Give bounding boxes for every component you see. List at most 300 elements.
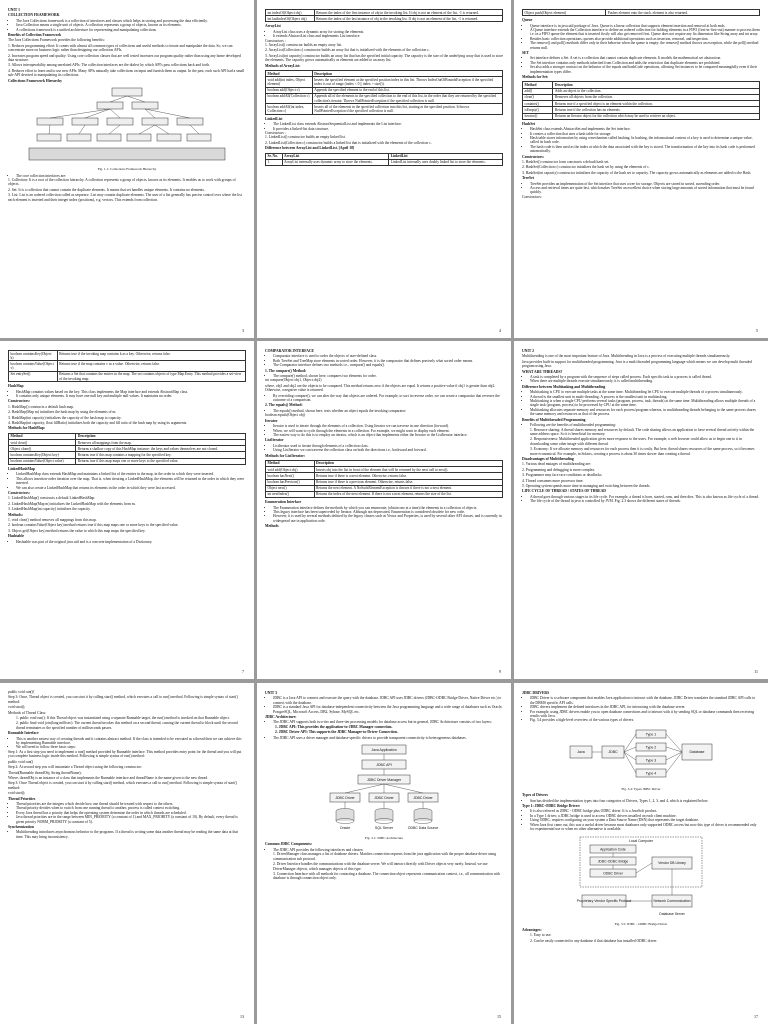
figure-caption: Fig. 3.5: JDBC - ODBC Bridge Driver — [614, 921, 668, 926]
subheading: Synchronization — [8, 824, 34, 829]
list-item: 3. Connection Interface with all methods for contacting a database. The connection object represents communication context, i.e., all communication with database is through connection object only. — [273, 871, 501, 881]
unit-heading: UNIT 1 — [8, 8, 20, 12]
subheading: Difference between ArrayList and LinkedList. [April 18] — [265, 146, 355, 151]
arraylist-methods-table — [265, 70, 503, 115]
table-cell: Inserts all of the elements in the specified collection into this list, starting at the specified position. It throws NullPointerException if the specified collection is null. — [312, 104, 502, 114]
list-item: • ListIterator used to iterate through elements of a collection class. — [273, 444, 503, 448]
list-item: 2. public final void join(long millisec): The current thread invokes this method on a second thread, causing the current thread to block until the second thread terminates or the specified number of milliseconds passes. — [16, 721, 238, 730]
list-item: • Fig. 3.4 provides a high-level overview of the various types of drivers. — [530, 718, 760, 722]
diagram-label: JDBC Driver Manager — [366, 778, 402, 783]
table-cell: add() — [523, 88, 553, 94]
list-item: • Java Collection means a single unit of objects. A collection represents a group of objects, known as its elements. — [16, 23, 246, 27]
diagram-label: JDBC Driver — [374, 796, 394, 801]
subheading: Advantages: — [522, 927, 542, 932]
bullet-list — [530, 799, 760, 803]
subheading: Methods: — [8, 512, 23, 517]
diagram-label: Database — [689, 749, 705, 754]
list-item: • Comparator interface is used to order the objects of user-defined class. — [273, 354, 503, 358]
diagram-label: Proprietary Vendor Specific Protocol — [576, 898, 632, 903]
table-row — [266, 93, 503, 103]
list-item: • Multitasking allocates separate memory and resources for each process/program whereas, in multithreading threads belonging to the same process shares the same memory and resources as that of the process. — [530, 408, 760, 417]
bullet-list — [16, 802, 246, 824]
page-number: 5 — [756, 327, 758, 333]
page-number: 17 — [754, 1013, 758, 1019]
page-9 — [257, 341, 511, 679]
bullet-list — [16, 737, 246, 750]
list-item: public void run(){ — [8, 690, 35, 694]
figure-caption: Fig. 3.1: JDBC Architecture — [364, 836, 404, 841]
list-item: 3. HashSet(int capacity) constructor initializes the capacity of the hash set to capacity. The capacity grows automatically as elements are added to the Hash. — [522, 170, 752, 175]
numbered-list — [8, 496, 246, 511]
page-15 — [257, 683, 511, 1024]
table-cell: int nextIndex() — [266, 491, 315, 497]
table-cell: boolean hasNext() — [266, 473, 315, 479]
bullet-list — [530, 24, 760, 50]
table-cell: 1. — [266, 159, 283, 165]
diagram-label: ODBC Data Source — [407, 826, 439, 831]
code-line: boolean equals(Object obj) — [265, 413, 305, 418]
figure-caption: Fig. 3.4: Types JDBC Driver — [621, 786, 661, 791]
list-item: • The Java Collections framework is a collection of interfaces and classes which helps in storing and processing the data efficiently. — [16, 19, 246, 23]
table-cell: Returns a Set that contains the entries in the map. The set contains objects of type Map.Entry. This method provides a set-view of the invoking map. — [57, 371, 245, 381]
column-header: Method — [266, 460, 315, 466]
numbered-list — [273, 852, 503, 880]
list-item: 3. Allows interoperability among unrelated APIs: The collection interfaces are the dialect by which API's pass collections back and forth. — [8, 63, 211, 68]
list-item: • Iterator is used to iterate through the elements of a collection. Using Iterator we can traverse in one direction (forward). — [273, 424, 503, 428]
bullet-list — [273, 30, 503, 39]
list-item: • Java thread priorities are in the range between MIN_PRIORITY (a constant of 1) and MAX_PRIORITY (a constant of 10). By default, every thread is given priority NORM_PRIORITY (a constant of 5). — [16, 815, 246, 824]
table-row — [523, 113, 760, 119]
subheading: TreeSet — [522, 176, 534, 181]
table-cell: boolean add(Object o) — [266, 87, 313, 93]
list-item: 3. LinkedHashMap(int capacity) initializes the capacity. — [8, 507, 91, 512]
table-cell: iterator() — [523, 113, 553, 119]
list-item: • Multithreading introduces asynchronous behavior to the programs. If a thread is writing some data another thread may be reading the same data at that time. This may bring inconsistency. — [16, 830, 246, 839]
list-item: 3. HashMap(int capacity) initializes the capacity of the hash map to capacity. — [8, 415, 122, 420]
list-item: Where, threadObj is an instance of a class that implements the Runnable interface and threadName is the name given to the new thread. — [8, 775, 209, 780]
table-cell: Pushes element onto the stack. element is also returned. — [606, 10, 760, 16]
list-item: 2. Can be easily connected to any database if that database has installed ODBC driver. — [530, 938, 658, 943]
list-item: 2. HashSet(Collection c) constructor initializes the hash set by using the elements of c. — [522, 165, 650, 170]
numbered-list — [530, 933, 760, 943]
table-cell: Returns the next element. A NoSuchElementException is thrown if there is not a next element. — [314, 485, 502, 491]
subheading: LinkedList — [265, 116, 283, 121]
diagram-label: Type 1 — [645, 732, 657, 737]
diagram-label: JDBC-ODBC Bridge — [597, 859, 629, 863]
list-item: • When there are multiple threads execute simultaneously, it is called multithreading. — [530, 379, 760, 383]
collections-hierarchy-diagram — [27, 86, 227, 164]
list-item: • Queue interface is in java.util package of Java. Queue is a linear collection that supports element insertion and removal at both ends. — [530, 24, 760, 28]
bullet-list — [530, 809, 760, 831]
table-cell: boolean containsValue(Object value) — [9, 458, 76, 464]
methods-table — [265, 9, 503, 22]
figure-caption: Fig. 1.1: Collections Framework Hierarchy — [97, 167, 157, 172]
page-7 — [0, 341, 254, 679]
bullet-list — [530, 182, 760, 195]
list-item: 3. Programmer may face race conditions or deadlocks. — [522, 473, 603, 478]
numbered-list — [522, 462, 760, 488]
page-13 — [0, 683, 254, 1024]
column-header: Description — [314, 460, 502, 466]
diagram-label: JDBC Driver — [413, 796, 433, 801]
subheading: Common JDBC Components: — [265, 842, 313, 847]
numbered-list — [275, 725, 503, 735]
list-item: 2. ArrayList(Collection c) constructor builds an array list that is initialized with the elements of the collection c. — [265, 48, 430, 53]
page-number: 15 — [497, 1013, 501, 1019]
bullet-list — [273, 696, 503, 714]
diagram-label: JDBC — [608, 749, 618, 754]
list-item: 1. Various dead mutages of multithreading are: — [522, 462, 592, 467]
list-item: • Access and retrieval times are quite fast, which makes TreeSet an excellent choice when storing large amounts of sorted information that must be found quickly. — [530, 186, 760, 195]
list-item: • In a Type 1 driver, a JDBC bridge is used to access ODBC drivers installed on each client machine. — [530, 814, 760, 818]
list-item: Step 3: Once Thread object is created, you can start it by calling start() method, which executes a call to run() method. Following is simple syntax of start() method: — [8, 781, 237, 790]
list-item: • Thread priorities are the integers which decide how one thread should be treated with respect to the others. — [16, 802, 246, 806]
bullet-list — [530, 375, 760, 384]
table-row — [266, 77, 503, 87]
table-cell: boolean addAll(int index, Collection c) — [266, 104, 313, 114]
column-header: Sr. No. — [266, 153, 283, 159]
page-5 — [514, 0, 768, 338]
list-item: • When, we will want to cycle through the elements in a collection. For example, we might want to display each element. — [273, 429, 503, 433]
list-item: • JDBC is a Java API to connect and execute the query with the database. JDBC API uses JDBC drivers (JDBC-ODBC Bridge Driver, Native Driver etc.) to connect with the database. — [273, 696, 503, 705]
table-row — [9, 361, 246, 371]
table-row — [9, 371, 246, 381]
subheading: Methods for ListIterator: — [265, 453, 306, 458]
subheading: JDBC Architecture: — [265, 715, 297, 720]
diagram-label: SQL Server — [374, 826, 394, 831]
unit-heading: UNIT 3 — [265, 691, 277, 695]
subheading: Types of Drivers — [522, 793, 548, 798]
subheading: LinkedHashMap — [8, 466, 35, 471]
list-item: 3. ArrayList(int capacity) constructor builds an array list that has the specified initial capacity. The capacity is the size of the underlying array that is used to store the elements. The capacity grows automatically as elements are added to an array list. — [265, 53, 503, 63]
table-cell: Object push(Object element) — [523, 10, 606, 16]
table-cell: Returns true if this map maps one or more keys to the specified value. — [76, 458, 246, 464]
list-item: • Every Java thread has a priority that helps the operating system determine the order in which threads are scheduled. — [16, 811, 246, 815]
list-item: 3. Economy: If we allocate memory and resources for each process then it is costly. But here, thread shares resources of the same process, so it becomes more economical. For example, in Solaris, creating a process is about 30 times slower than creating a thread. — [530, 447, 755, 456]
diagram-label: Database Server — [659, 911, 685, 916]
page-number: 9 — [499, 668, 501, 674]
table-cell: Appends the specified element to the end of this list. — [312, 87, 502, 93]
subheading: Benefits of Collection Framework — [8, 33, 62, 38]
list-item: • The LinkedList class extends AbstractSequentialList and implements the List interface. — [273, 122, 503, 126]
table-cell: Returns true if the collection has no elements. — [553, 107, 760, 113]
bullet-list — [16, 472, 246, 490]
list-item: Step 3: Once, Thread object is created, you can start it by calling start() method, which executes a call to run() method. Following is simple syntax of start() method: — [8, 695, 238, 704]
unit-heading: UNIT 2 — [522, 349, 534, 353]
section-title: COMPARATOR INTERFACE — [265, 349, 314, 353]
subheading: LIFE CYCLE OF THREAD / STATES OF THREAD — [522, 489, 606, 494]
bullet-list — [273, 506, 503, 524]
list-item: • Hash table stores information by using a mechanism called hashing. In hashing, the informational content of a key is used to determine a unique value, called its hash code. — [530, 136, 760, 145]
list-item: • For example, using JDBC drivers enable you to open database connections and to interact with it by sending SQL or database commands then receiving results with Java. — [530, 710, 760, 719]
table-cell: Returns true if there is a previous element. Otherwise, returns false. — [314, 479, 502, 485]
column-header: LinkedList — [389, 153, 503, 159]
list-item: • It contains only unique elements. It may have one null key and multiple null values. It maintains no order. — [16, 394, 246, 398]
list-item: 3. List: List is an ordered collection called as sequence. List may contain duplicate elements. The user of a list generally has precise control over where the list each element is inserted and their integer index (positions), e.g. vectors. This extends from collection. — [8, 193, 242, 202]
diagram-label: Type 3 — [645, 758, 657, 763]
diagram-label: Type 2 — [645, 745, 657, 750]
column-header: Method — [9, 433, 76, 439]
table-cell: Returns true if a specified object is an element within the collection. — [553, 101, 760, 107]
list-item: 2. Set: It is a collection that cannot contain the duplicate elements. It means that set handles unique elements. It contains no elements. — [8, 187, 205, 192]
subheading: ListIterator — [265, 438, 284, 443]
list-item: 1. ArrayList() constructor builds an empty array list. — [265, 43, 343, 48]
numbered-list — [522, 160, 760, 175]
subheading: Thread Priorities — [8, 796, 36, 801]
table-cell: Removes all objects from the collection. — [553, 94, 760, 100]
subheading: Methods of ArrayList: — [265, 63, 301, 68]
label: Constructors : — [265, 130, 286, 135]
subheading: Constructors: — [8, 399, 30, 404]
subheading: Queue — [522, 18, 533, 23]
bullet-list — [530, 56, 760, 74]
table-cell: void add(Object obj) — [266, 467, 315, 473]
list-item: 2. Programming and debugging is more complex. — [522, 467, 596, 472]
table-row — [9, 458, 246, 464]
subheading: Enumeration Interface — [265, 500, 302, 505]
list-item: public void run() — [8, 759, 33, 764]
list-item: • HashMap contains values based on the key. This class implements the Map interface and extends AbstractMap class. — [16, 390, 246, 394]
list-item: void start(); — [8, 705, 26, 710]
bullet-list — [273, 736, 503, 740]
numbered-list — [265, 43, 503, 63]
table-cell: Removes all mappings from the map. — [76, 440, 246, 446]
subheading: Constructors: — [522, 154, 544, 159]
bullet-list — [530, 390, 760, 416]
page-number: 7 — [242, 668, 244, 674]
table-cell: boolean containsValue(Object v) — [9, 361, 58, 371]
page-number: 11 — [754, 668, 758, 674]
table-cell: Adds an object to the collection. — [553, 88, 760, 94]
list-item: Step 2: At second step you will instantiate a Thread object using the following constructor: — [8, 765, 142, 770]
column-header: ArrayList — [282, 153, 389, 159]
subheading: HashSet — [522, 121, 536, 126]
difference-table — [265, 153, 503, 166]
table-row — [266, 16, 503, 22]
list-item: 1. Easy to use. — [530, 933, 552, 938]
list-item: • The easiest way to do this is to employ an iterator, which is an object that implements either the Iterator or the ListIterator interface. — [273, 433, 503, 437]
diagram-label: Java Application — [371, 748, 397, 753]
list-item: 1. Collection: It is a root of the collection hierarchy. A collection represents a group of objects, known as its elements. It enables us to work with groups of objects. — [8, 177, 236, 187]
subheading: Runnable Interface — [8, 731, 39, 736]
code-line: int compare(Object obj1, Object obj2) — [265, 378, 322, 383]
table-cell: Set entrySet() — [9, 371, 58, 381]
list-item: 4. HashMap(int capacity, float fillRatio) initializes both the capacity and fill ratio of the hash map by using its arguments. — [8, 421, 188, 426]
subheading: WHAT ARE THREADS? — [522, 369, 563, 374]
list-item: • The life cycle of the thread in java is controlled by JVM. Fig. 2.3 shows the different states of threads. — [530, 499, 760, 503]
table-cell: void clear() — [9, 440, 76, 446]
list-item: 1. LinkedHashMap() constructs a default LinkedHashMap. — [8, 496, 96, 501]
list-item: • The JDBC API supports both two-tier and three-tier processing models for database access but in general, JDBC Architecture consists of two layers: — [273, 720, 503, 724]
section-title: COLLECTION FRAMEWORK — [8, 13, 60, 18]
list-item: 2. LinkedList(Collection c) constructor builds a linked list that is initialized with the elements of the collection c. — [265, 140, 432, 145]
list-item: Step 1: As a first step you need to implement a run() method provided by Runnable interface. This method provides entry point for the thread and you will put you complete business logic inside this method. Following is simple syntax of run() method: — [8, 749, 242, 759]
list-item: • It provides a linked-list data structure. — [273, 127, 503, 131]
subheading: Type 1: JDBC-ODBC Bridge Driver: — [522, 804, 581, 809]
jdbc-driver-types-diagram — [566, 726, 716, 784]
table-cell: LinkedList internally uses doubly linked list to store the elements. — [389, 159, 503, 165]
table-cell: Returns an Iterator object for the collection which may be used to retrieve an object. — [553, 113, 760, 119]
table-cell: Returns true if the map contains v as a value. Otherwise, returns false. — [57, 361, 245, 371]
list-item: • Following are the benefits of multithreaded programming: — [530, 423, 760, 427]
diagram-label: Application Code — [600, 847, 626, 851]
bullet-list — [530, 127, 760, 153]
table-cell: Returns the index of the first instance of obj in the invoking list. If obj is not an element of the list, -1 is returned. — [314, 10, 502, 16]
bullet-list — [273, 394, 503, 403]
list-item: void start(); — [8, 791, 26, 796]
list-item: 1. public void run(): If this Thread object was instantiated using a separate Runnable target, the run() method is invoked on that Runnable object. — [16, 716, 230, 721]
numbered-list — [265, 135, 503, 145]
numbered-list — [8, 178, 246, 202]
list-item: • A Queue interface extends the Collection interface to define an ordered collection for holding elements in a FIFO (first-in-first-out) manner to process them i.e. in a FIFO queue the element that is inserted firstly will also get removed first. Queue does not require any fix dimension like String array and int array. — [530, 28, 760, 37]
list-item: • The core collection interfaces are: — [16, 174, 246, 178]
diagram-label: Oracle — [339, 826, 351, 831]
list-item: • The Comparator interface defines two methods i.e., compare() and equals(). — [273, 363, 503, 367]
table-cell: int indexOf(Object obj) — [266, 10, 315, 16]
column-header: Description — [312, 71, 502, 77]
table-cell: int lastIndexOf(Object obj) — [266, 16, 315, 22]
list-item: 2. Responsiveness: Multithreaded application gives more response to the users. For example, a web browser could allow us to begin one to it in downloading some other image with different thread. — [530, 437, 742, 446]
table-cell: Returns true if this map contains a mapping for the specified key. — [76, 452, 246, 458]
diagram-label: Local Computer — [629, 838, 653, 843]
list-item: • By overriding compare(), we can alter the way that objects are ordered. For example, to sort in reverse order, we can create a comparator that reverses the outcome of a comparison. — [273, 394, 503, 403]
text-block — [8, 690, 246, 715]
list-item: • LinkedHashMap class extends HashMap and maintains a linked list of the entries in the map, in the order in which they were inserted. — [16, 472, 246, 476]
set-methods-table — [522, 81, 760, 119]
list-item: 1. HashMap() constructs a default hash map. — [8, 404, 74, 409]
subheading: Disadvantages of Multithreading — [522, 456, 574, 461]
diagram-label: JDBC API — [376, 763, 392, 768]
list-item: • The JDBC API uses a driver manager and database-specific drivers to provide transparent connectivity to heterogeneous databases. — [273, 736, 503, 740]
list-item: • TreeSet provides an implementation of the Set interface that uses a tree for storage. Objects are stored in sorted, ascending order. — [530, 182, 760, 186]
list-item: 1. JDBC API: This provides the application-to-JDBC Manager connection. — [275, 724, 393, 729]
label: Constructors: — [522, 194, 542, 199]
numbered-list — [16, 716, 246, 730]
list-item: • This allows insertion-order iteration over the map. That is, when iterating a LinkedHashMap, the elements will be returned in the order in which they were inserted. — [16, 477, 246, 486]
list-item: • ArrayList class uses a dynamic array for storing the elements. — [273, 30, 503, 34]
map-methods-table — [8, 350, 246, 382]
page-number: 3 — [242, 327, 244, 333]
numbered-list — [530, 428, 760, 456]
list-item: 1. Reduces programming effort: It comes with almost all common types of collections and useful methods to iterate and manipulate the data. So, we can concentrate more on business logic rather than designing our collection APIs. — [8, 43, 233, 53]
list-item: Methods of Thread Class: — [8, 710, 47, 715]
table-cell: isEmpty() — [523, 107, 553, 113]
list-item: • JDBC drivers implement the defined interfaces in the JDBC API, for interacting with the database server. — [530, 705, 760, 709]
list-item: • A thread goes through various stages in its life cycle. For example, a thread is born, started, runs, and then dies. This is also known as life cycle of a thread. — [530, 495, 760, 499]
list-item: 2. LinkedHashMap(Map m) initializes the LinkedHashMap with the elements from m. — [8, 501, 136, 506]
subheading: Difference between Multitasking and Multithreading — [522, 384, 606, 389]
subheading: SET — [522, 51, 529, 56]
hashmap-methods-table — [8, 433, 246, 465]
list-item: • The remove() and poll() methods differ only in their behavior when the queue is empty: the remove() method throws an exception, while the poll() method returns null. — [530, 41, 760, 50]
list-item: 1. HashSet() constructor form constructs a default hash set. — [522, 159, 610, 164]
list-item: • Thread priority decides when to switch from one running thread to another, process is called context switching. — [16, 806, 246, 810]
list-item: 1. LinkedList() constructor builds an empty linked list. — [265, 135, 346, 140]
list-item: • It extends AbstractList class and implements List interface. — [273, 34, 503, 38]
list-item: • This is another easiest way of creating threads and it contains abstract method. If the class is intended to be executed as a thread then we can achieve this by implementing Runnable interface. — [16, 737, 246, 746]
bullet-list — [273, 444, 503, 453]
list-item: • The Enumeration interface defines the methods by which you can enumerate, (obtain one at a time) the elements in a collection of objects. — [273, 506, 503, 510]
list-item: 1. void clear() method removes all mappings from this map. — [8, 517, 97, 522]
list-item: • JDBC is a standard Java API for database-independent connectivity between the Java programming language and a wide range of databases such as Oracle, PostgreSQL, Microsoft Access, DB2, Sybase, MySQL etc. — [273, 705, 503, 714]
list-item: 1. Resource sharing: A thread shares memory and resources by default. The code sharing allows an application to have several thread activity within the same address space. So it is beneficial for memory. — [530, 427, 755, 436]
numbered-list — [8, 518, 246, 533]
list-item: • We can also create a LinkedHashMap that returns its elements in the order in which they were last accessed. — [16, 486, 246, 490]
list-item: • Both TreeSet and TreeMap store elements in sorted order. However, it is the comparator that defines precisely what sorted order means. — [273, 359, 503, 363]
list-item: • Set interface defines a Set. A set is a collection that cannot contain duplicate elements. It models the mathematical set abstraction. — [530, 56, 760, 60]
column-header: Description — [553, 82, 760, 88]
list-item: • JDBC Driver is a software component that enables Java application to interact with the database. JDBC Driver translates the standard JDBC API calls to the DBMS specific API calls. — [530, 696, 760, 705]
table-row — [266, 104, 503, 114]
jdbc-architecture-diagram — [324, 743, 444, 833]
list-item: • It is also referred as JDBC - ODBC bridge plus ODBC driver. It is a JavaSoft product. — [530, 809, 760, 813]
list-item: • The equals() method, shown here, tests whether an object equals the invoking comparator: — [273, 409, 503, 413]
column-header: Method — [523, 82, 553, 88]
list-item: • HashSet class extends AbstractSet and implements the Set interface. — [530, 127, 760, 131]
subheading: 1. The compare() Method: — [265, 368, 307, 373]
list-item: • The compare() method, shown here, compares two elements for order. — [273, 374, 503, 378]
list-item: 4. Reduces effort to learn and to use new APIs: Many APIs naturally take collections on input and furnish them as output. In the past, each such API had a small sub-API devoted to manipulating its collections. — [8, 68, 245, 78]
list-item: • A task is completed by a program with the sequence of steps called process. Each specific task in a process is called thread. — [530, 375, 760, 379]
list-item: 2. JDBC Driver API: This supports the JDBC Manager-to-Driver Connection. — [275, 730, 398, 735]
subheading: ArrayList — [265, 24, 281, 29]
table-cell: boolean addAll(Collection c) — [266, 93, 313, 103]
list-item: • The JDBC API provides the following interfaces and classes: — [273, 848, 503, 852]
list-item: 5. Operating system spends more time in managing and switching between the threads. — [522, 483, 651, 488]
list-item: • Besides basic collection operations, queues also provide additional operations such as insertion, removal, and inspection. — [530, 37, 760, 41]
table-cell: Inserts the specified element at the specified position index in this list. Throws IndexOutOfBoundsException if the specified index is out of range (index < 0 || index > size()). — [312, 77, 502, 87]
list-item: • When Java first came out, this was a useful driver because most databases only supported ODBC access but now this type of driver is recommended only for experimental use or when no other alternative is available. — [530, 823, 760, 832]
table-row — [9, 351, 246, 361]
page-number: 4 — [499, 327, 501, 333]
table-cell: Object next() — [266, 485, 315, 491]
diagram-label: Vendor DB Library — [658, 860, 686, 865]
diagram-label: JDBC Driver — [335, 796, 355, 801]
listiterator-methods-table — [265, 460, 503, 498]
list-item: • The Set interface contains only methods inherited from Collection and adds the restriction that duplicate elements are prohibited. — [530, 61, 760, 65]
subheading: Methods for Set: — [522, 75, 549, 80]
subheading: Methods for HashMap: — [8, 426, 46, 431]
table-row — [266, 159, 503, 165]
subheading: Collections Framework Hierarchy — [8, 78, 63, 83]
list-item: • Multitasking is CPU to execute multiple tasks at the same time. Multithreading let CPU to execute multiple threads of a process simultaneously. — [530, 390, 760, 394]
table-cell: contains() — [523, 101, 553, 107]
table-cell: Returns the index of the last instance of obj in the invoking list. If obj is not an element of the list, -1 is returned. — [314, 16, 502, 22]
subheading: 2. The equals() Method: — [265, 403, 303, 408]
list-item: • Using ODBC, requires configuring on your system a Data Source Name (DSN) that represents the target database. — [530, 818, 760, 822]
column-header: Method — [266, 71, 313, 77]
list-item: • Multitasking is when a single CPU performs several tasks (program, process, task, threads) at the same time. Multithreading allows multiple threads of a single task (program, process) to be processed by CPU at the same time. — [530, 399, 760, 408]
bullet-list — [16, 390, 246, 399]
bullet-list — [273, 424, 503, 437]
list-item: • Using ListIterator we can traverse the collection class on both the directions i.e., backward and forward. — [273, 448, 503, 452]
numbered-list — [8, 44, 246, 78]
list-item: 2. HashMap(Map m) initializes the hash map by using the elements of m. — [8, 410, 117, 415]
bullet-list — [273, 122, 503, 131]
list-item: • The hash code is then used as the index at which the data associated with the key is stored. The transformation of the key into its hash code is performed automatically. — [530, 145, 760, 154]
list-item: • It creates a collection that uses a hash table for storage. — [530, 132, 760, 136]
page-17 — [514, 683, 768, 1024]
diagram-label: ODBC Driver — [603, 871, 623, 875]
table-cell: boolean containsKey(Object key) — [9, 452, 76, 458]
list-item: • Set also adds a stronger contract on the behavior of the equals and hashCode operations, allowing Set instances to be compared meaningfully even if their implementation types differ. — [530, 65, 760, 74]
list-item: 3. Object get(Object key) method returns the value to which this map maps the specified key. — [8, 528, 146, 533]
list-item: • A collections framework is a unified architecture for representing and manipulating collections — [16, 28, 246, 32]
page-4 — [257, 0, 511, 338]
page-3 — [0, 0, 254, 338]
label: Constructors : — [265, 38, 286, 43]
stack-methods-table — [522, 9, 760, 16]
